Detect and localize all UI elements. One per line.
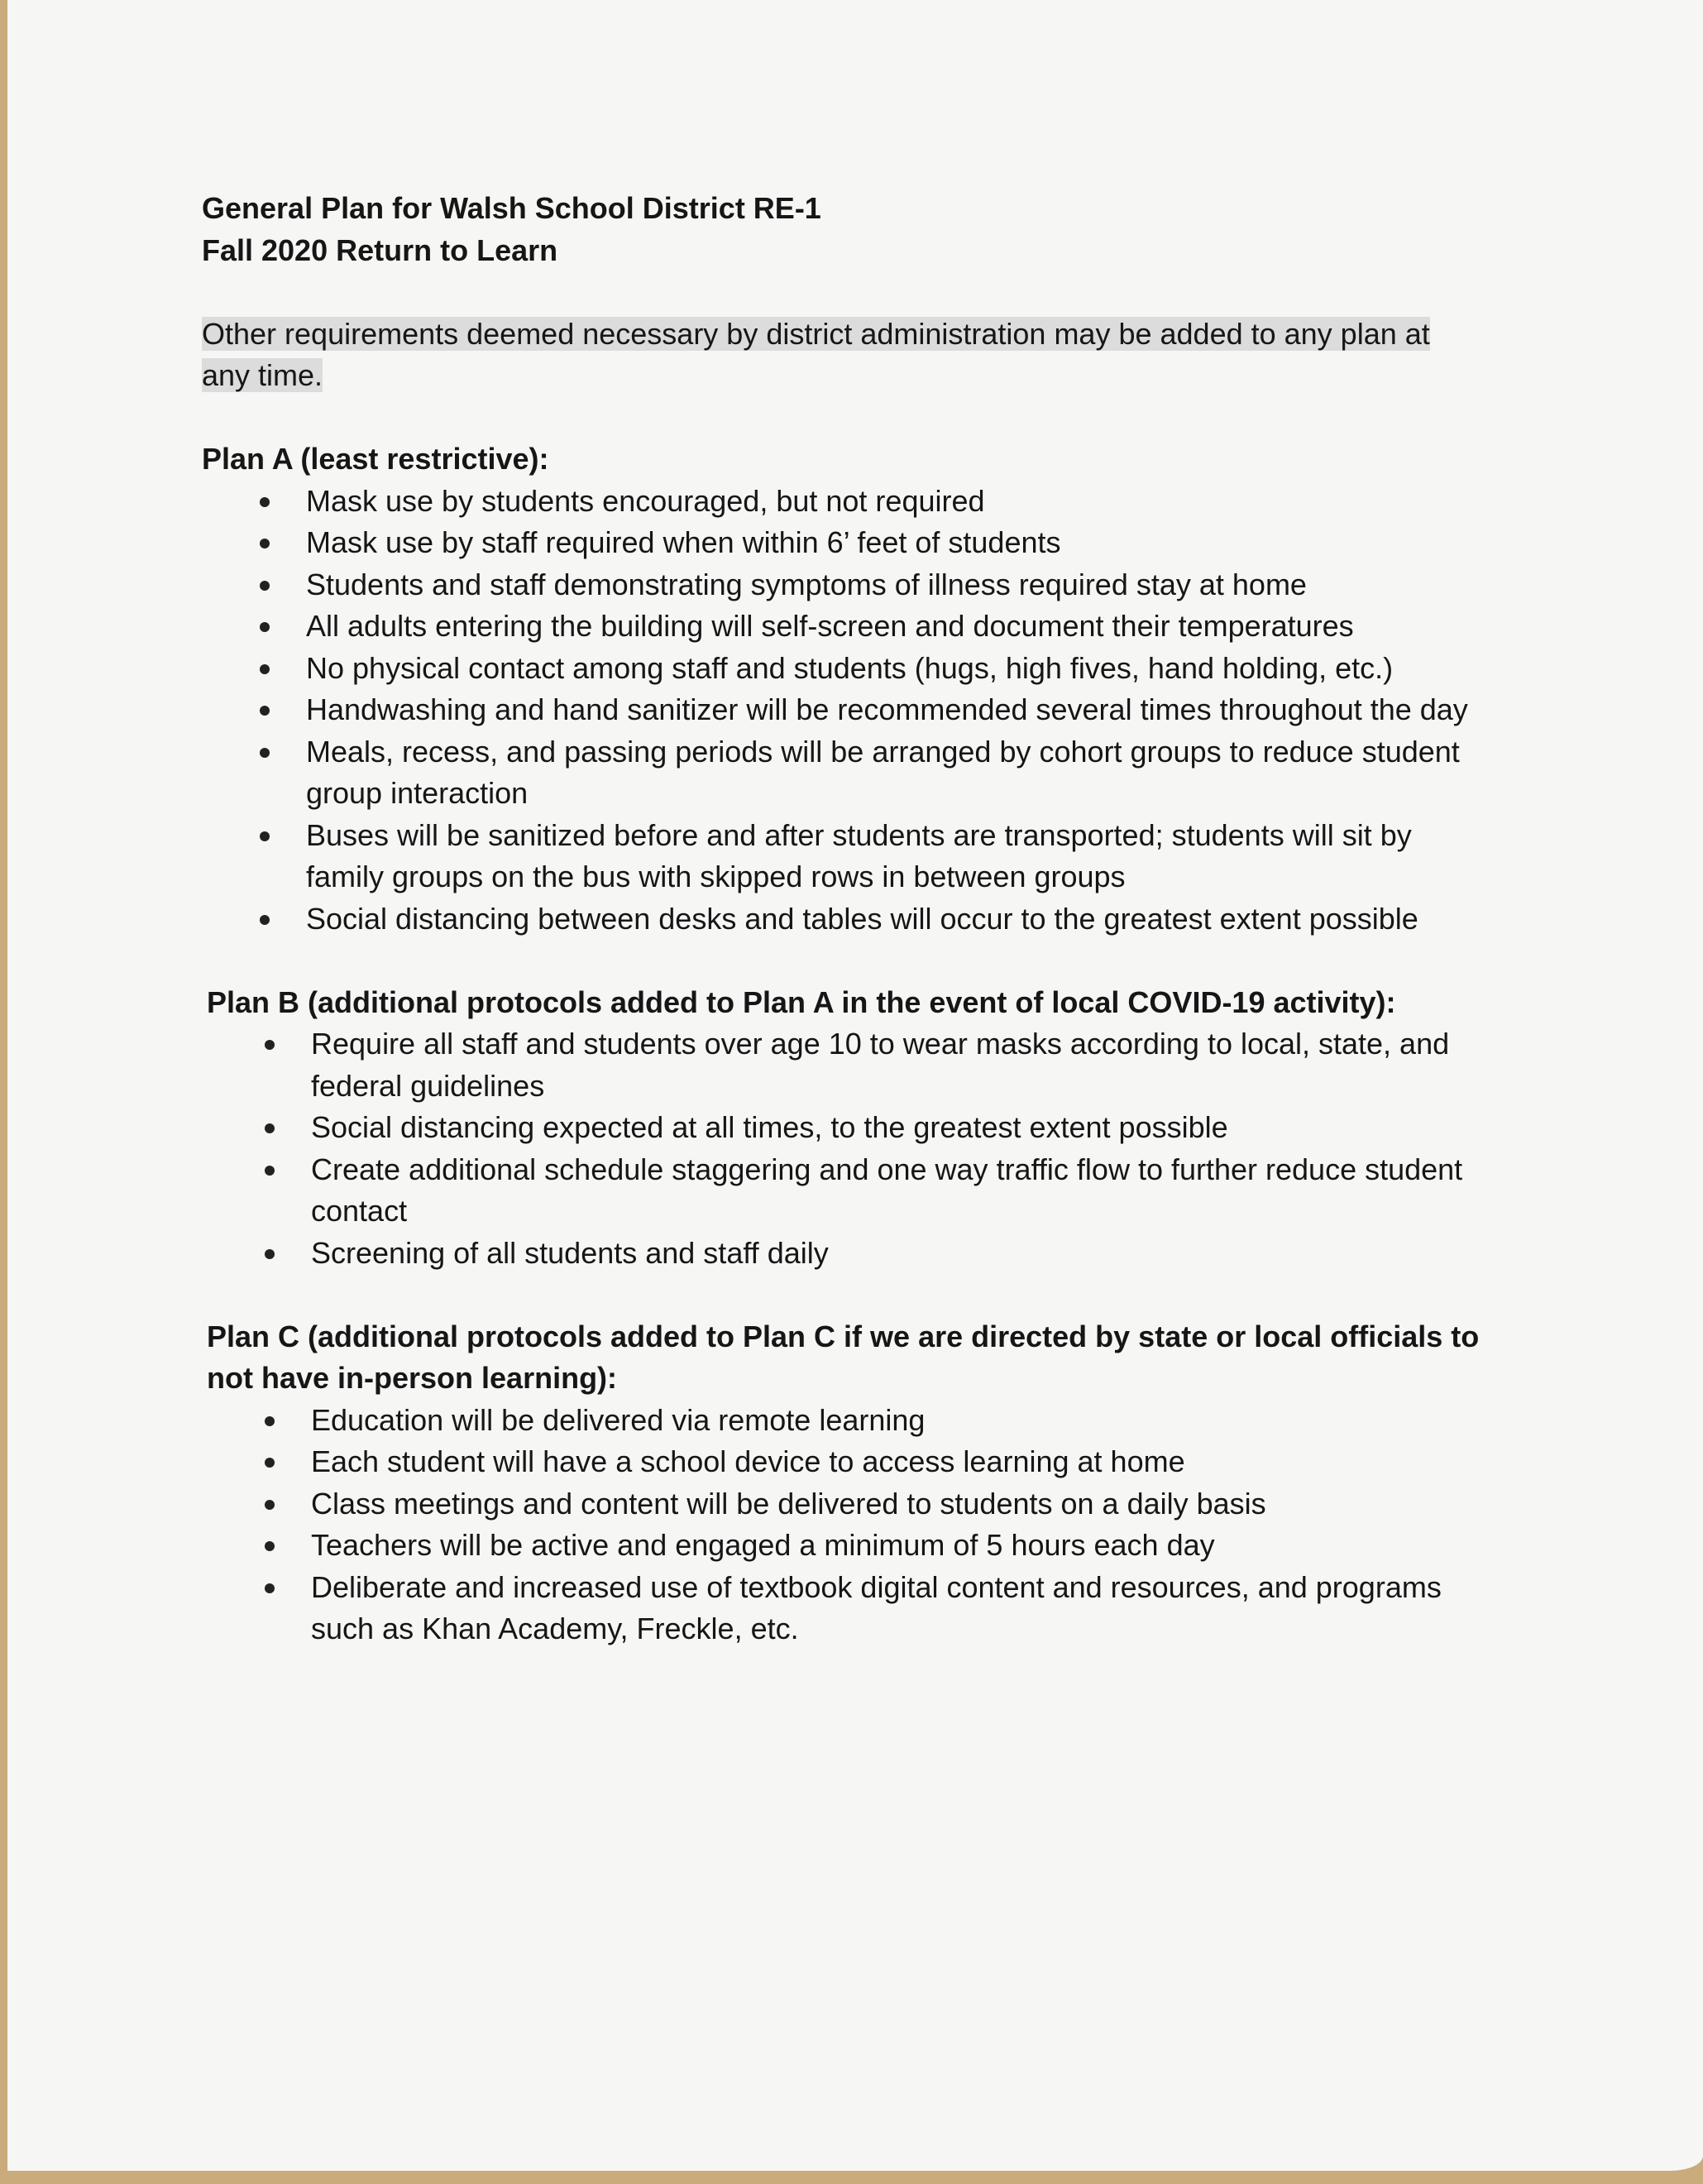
- plan-a-section: [202, 438, 1525, 940]
- list-item: Students and staff demonstrating symptoms of illness required stay at home: [202, 564, 1509, 606]
- document-subtitle: Fall 2020 Return to Learn: [202, 232, 558, 267]
- plan-c-list: [207, 1400, 1497, 1650]
- list-item: Screening of all students and staff daily: [207, 1233, 1497, 1275]
- list-item: Each student will have a school device to access learning at home: [207, 1441, 1497, 1483]
- list-item: Education will be delivered via remote learning: [207, 1400, 1497, 1442]
- document-body: [202, 188, 1525, 1650]
- list-item: Require all staff and students over age 10 to wear masks according to local, state, and federal guidelines: [207, 1023, 1497, 1107]
- list-item: Mask use by staff required when within 6’ feet of students: [202, 522, 1509, 564]
- list-item: Teachers will be active and engaged a minimum of 5 hours each day: [207, 1525, 1497, 1567]
- document-title: General Plan for Walsh School District RE-1: [202, 191, 821, 225]
- list-item: Mask use by students encouraged, but not required: [202, 481, 1509, 523]
- list-item: Class meetings and content will be delivered to students on a daily basis: [207, 1483, 1497, 1525]
- plan-c-heading: Plan C (additional protocols added to Plan C if we are directed by state or local officials to not have in-person learning):: [207, 1319, 1480, 1395]
- highlighted-note: [202, 314, 1476, 397]
- list-item: Social distancing between desks and tables will occur to the greatest extent possible: [202, 898, 1509, 941]
- note-text: Other requirements deemed necessary by district administration may be added to any plan at any time.: [202, 316, 1430, 392]
- list-item: Meals, recess, and passing periods will be arranged by cohort groups to reduce student group interaction: [202, 731, 1509, 815]
- plan-a-list: [202, 481, 1509, 941]
- list-item: Create additional schedule staggering and one way traffic flow to further reduce student contact: [207, 1149, 1497, 1233]
- list-item: All adults entering the building will self-screen and document their temperatures: [202, 606, 1509, 648]
- plan-c-section: [207, 1316, 1525, 1650]
- plan-a-heading: Plan A (least restrictive):: [202, 442, 549, 476]
- list-item: Deliberate and increased use of textbook digital content and resources, and programs such as Khan Academy, Freckle, etc.: [207, 1567, 1497, 1650]
- list-item: Social distancing expected at all times, to the greatest extent possible: [207, 1107, 1497, 1149]
- list-item: No physical contact among staff and students (hugs, high fives, hand holding, etc.): [202, 648, 1509, 690]
- plan-b-list: [207, 1023, 1497, 1274]
- list-item: Buses will be sanitized before and after students are transported; students will sit by family groups on the bus with skipped rows in between groups: [202, 815, 1509, 898]
- plan-b-heading: Plan B (additional protocols added to Plan A in the event of local COVID-19 activity):: [207, 984, 1396, 1019]
- plan-b-section: [207, 982, 1525, 1275]
- list-item: Handwashing and hand sanitizer will be recommended several times throughout the day: [202, 689, 1509, 731]
